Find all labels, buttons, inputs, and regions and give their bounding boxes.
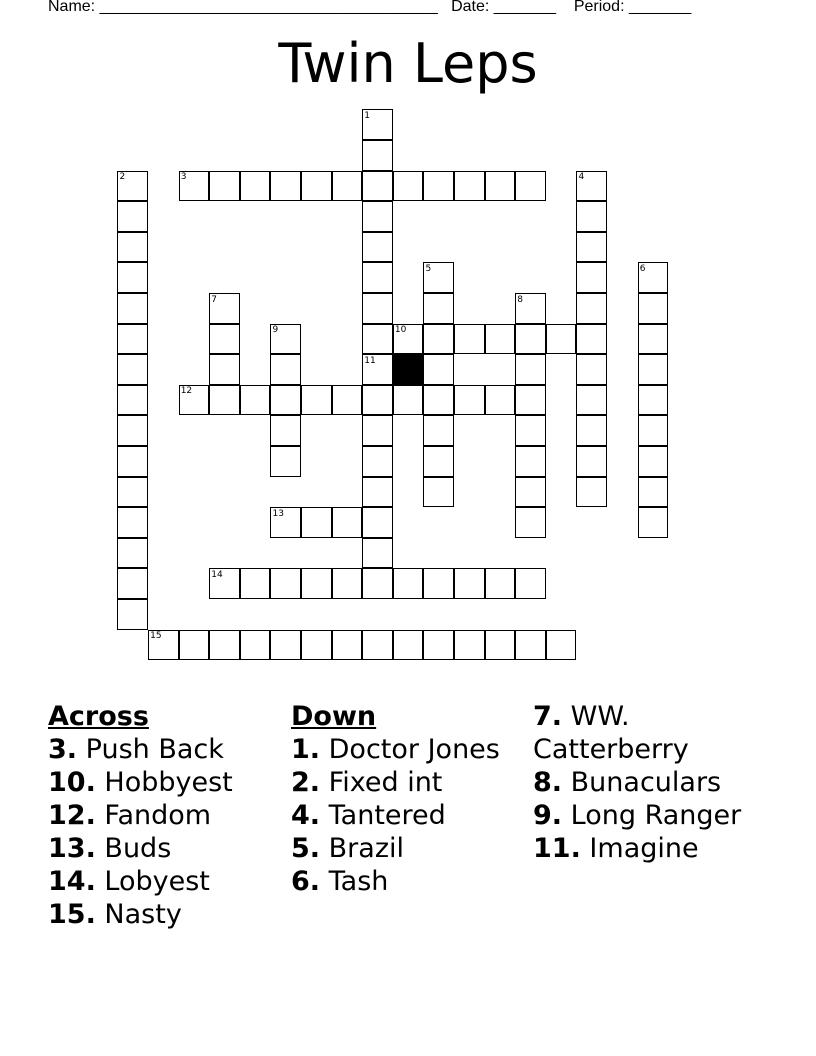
grid-cell[interactable]: [576, 232, 607, 263]
grid-cell[interactable]: [301, 630, 332, 661]
grid-cell[interactable]: [209, 324, 240, 355]
clue-text: Doctor Jones: [320, 734, 500, 765]
grid-cell[interactable]: [515, 507, 546, 538]
grid-cell[interactable]: [454, 324, 485, 355]
grid-cell[interactable]: [240, 630, 271, 661]
grid-cell[interactable]: [332, 630, 363, 661]
grid-cell[interactable]: [546, 324, 577, 355]
grid-cell[interactable]: [638, 324, 669, 355]
clue-text: Lobyest: [95, 866, 210, 897]
grid-cell[interactable]: [454, 385, 485, 416]
grid-cell[interactable]: [301, 385, 332, 416]
clue-number: 8: [517, 294, 524, 305]
grid-cell[interactable]: [362, 262, 393, 293]
clue-text: Tash: [320, 866, 389, 897]
grid-cell[interactable]: [423, 630, 454, 661]
clue-item: [48, 799, 278, 832]
grid-cell[interactable]: [362, 293, 393, 324]
clue-item: [48, 832, 278, 865]
grid-cell[interactable]: [117, 538, 148, 569]
grid-cell[interactable]: [270, 171, 301, 202]
grid-cell[interactable]: [179, 630, 210, 661]
grid-cell[interactable]: [332, 171, 363, 202]
grid-cell[interactable]: [423, 171, 454, 202]
black-square: [393, 354, 424, 385]
clue-item: [291, 766, 521, 799]
grid-cell[interactable]: [638, 293, 669, 324]
grid-cell[interactable]: [117, 385, 148, 416]
clue-item: [533, 766, 773, 799]
grid-cell[interactable]: [515, 630, 546, 661]
clue-number: 1: [364, 111, 371, 121]
grid-cell[interactable]: [117, 201, 148, 232]
grid-cell[interactable]: [454, 630, 485, 661]
grid-cell[interactable]: [576, 262, 607, 293]
clue-text: WW. Catterberry: [533, 701, 689, 765]
grid-cell[interactable]: [301, 171, 332, 202]
grid-cell[interactable]: [117, 262, 148, 293]
grid-cell[interactable]: [362, 538, 393, 569]
grid-cell[interactable]: [117, 354, 148, 385]
clue-text: Imagine: [580, 833, 699, 864]
grid-cell[interactable]: [117, 232, 148, 263]
grid-cell[interactable]: [576, 201, 607, 232]
grid-cell[interactable]: [332, 385, 363, 416]
grid-cell[interactable]: [423, 446, 454, 477]
clue-number: 12: [180, 386, 193, 397]
grid-cell[interactable]: [576, 477, 607, 508]
clue-number: 13: [272, 508, 284, 519]
grid-cell[interactable]: [117, 568, 148, 599]
grid-cell[interactable]: [362, 568, 393, 599]
clue-number-label: 1 .: [291, 734, 320, 765]
clue-number-label: 5 .: [291, 833, 320, 864]
clue-item: [48, 766, 278, 799]
grid-cell[interactable]: [117, 507, 148, 538]
clue-item: [533, 832, 773, 865]
clue-text: Buds: [95, 833, 172, 864]
clue-number-label: 8 .: [533, 767, 562, 798]
clue-number-label: 11 .: [533, 833, 581, 864]
grid-cell[interactable]: [362, 232, 393, 263]
grid-cell[interactable]: [576, 354, 607, 385]
clue-number: 2: [119, 172, 126, 183]
clue-item: [291, 865, 521, 898]
grid-cell[interactable]: [515, 324, 546, 355]
grid-cell[interactable]: [485, 630, 516, 661]
grid-cell[interactable]: [362, 201, 393, 232]
page-title: Twin Leps: [278, 32, 538, 95]
clue-number-label: 10 .: [48, 767, 96, 798]
grid-cell[interactable]: [576, 293, 607, 324]
grid-cell[interactable]: [270, 446, 301, 477]
grid-cell[interactable]: [423, 293, 454, 324]
grid-cell[interactable]: [270, 568, 301, 599]
grid-cell[interactable]: [638, 446, 669, 477]
clue-text: Tantered: [320, 800, 446, 831]
grid-cell[interactable]: [423, 354, 454, 385]
grid-cell[interactable]: [362, 446, 393, 477]
grid-cell[interactable]: [423, 415, 454, 446]
grid-cell[interactable]: [515, 568, 546, 599]
clue-number-label: 13 .: [48, 833, 96, 864]
grid-cell[interactable]: [485, 568, 516, 599]
grid-cell[interactable]: [362, 507, 393, 538]
grid-cell[interactable]: [485, 324, 516, 355]
grid-cell[interactable]: [362, 415, 393, 446]
grid-cell[interactable]: [515, 477, 546, 508]
clue-number: 10: [394, 325, 407, 336]
grid-cell[interactable]: [393, 630, 424, 661]
grid-cell[interactable]: [362, 385, 393, 416]
grid-cell[interactable]: [576, 324, 607, 355]
clue-number: 11: [364, 355, 376, 366]
clue-number: 5: [425, 264, 432, 274]
grid-cell[interactable]: [209, 385, 240, 416]
clue-number: 4: [578, 172, 585, 183]
grid-cell[interactable]: [240, 171, 271, 202]
name-field-label: Name: ______________________________________: [48, 0, 438, 15]
clue-number: 3: [180, 172, 187, 183]
clue-text: Long Ranger: [562, 800, 742, 831]
grid-cell[interactable]: [209, 630, 240, 661]
clue-number-label: 4 .: [291, 800, 320, 831]
clue-number: 14: [211, 570, 223, 580]
clue-number-label: 3 .: [48, 734, 77, 765]
grid-cell[interactable]: [362, 171, 393, 202]
grid-cell[interactable]: [301, 507, 332, 538]
grid-cell[interactable]: [454, 171, 485, 202]
grid-cell[interactable]: [240, 568, 271, 599]
grid-cell[interactable]: [362, 140, 393, 171]
clue-number: 6: [639, 264, 646, 274]
grid-cell[interactable]: [332, 568, 363, 599]
clue-text: Brazil: [320, 833, 404, 864]
clue-number-label: 14 .: [48, 866, 96, 897]
grid-cell[interactable]: [485, 171, 516, 202]
grid-cell[interactable]: [117, 293, 148, 324]
clue-number-label: 2 .: [291, 767, 320, 798]
down-clues-continued: [533, 700, 773, 865]
clue-number-label: 9 .: [533, 800, 562, 831]
grid-cell[interactable]: [362, 630, 393, 661]
grid-cell[interactable]: [638, 477, 669, 508]
clue-text: Hobbyest: [95, 767, 233, 798]
grid-cell[interactable]: [362, 477, 393, 508]
grid-cell[interactable]: [576, 446, 607, 477]
grid-cell[interactable]: [117, 477, 148, 508]
grid-cell[interactable]: [576, 385, 607, 416]
grid-cell[interactable]: [638, 507, 669, 538]
grid-cell[interactable]: [423, 324, 454, 355]
grid-cell[interactable]: [393, 385, 424, 416]
grid-cell[interactable]: [515, 354, 546, 385]
grid-cell[interactable]: [576, 415, 607, 446]
grid-cell[interactable]: [270, 354, 301, 385]
clue-item: [48, 865, 278, 898]
clue-text: Bunaculars: [562, 767, 722, 798]
clue-number-label: 6 .: [291, 866, 320, 897]
down-heading: Down: [291, 701, 377, 732]
clue-number: 15: [150, 631, 162, 642]
clue-item: [48, 898, 278, 931]
grid-cell[interactable]: [209, 171, 240, 202]
clue-number-label: 15 .: [48, 899, 96, 930]
grid-cell[interactable]: [332, 507, 363, 538]
clue-text: Nasty: [95, 899, 182, 930]
grid-cell[interactable]: [270, 385, 301, 416]
grid-cell[interactable]: [485, 385, 516, 416]
date-field-label: Date: _______: [451, 0, 557, 15]
period-field-label: Period: _______: [573, 0, 692, 15]
grid-cell[interactable]: [515, 171, 546, 202]
grid-cell[interactable]: [117, 415, 148, 446]
grid-cell[interactable]: [423, 477, 454, 508]
grid-cell[interactable]: [240, 385, 271, 416]
clue-text: Fixed int: [320, 767, 443, 798]
clue-item: [533, 700, 773, 766]
grid-cell[interactable]: [301, 568, 332, 599]
clue-item: [291, 832, 521, 865]
clue-number: 7: [211, 294, 218, 305]
grid-cell[interactable]: [638, 354, 669, 385]
grid-cell[interactable]: [515, 446, 546, 477]
grid-cell[interactable]: [638, 415, 669, 446]
grid-cell[interactable]: [393, 568, 424, 599]
grid-cell[interactable]: [515, 385, 546, 416]
grid-cell[interactable]: [270, 415, 301, 446]
clue-number: 9: [272, 325, 279, 336]
grid-cell[interactable]: [393, 171, 424, 202]
across-clues: [48, 700, 278, 931]
clue-item: [291, 733, 521, 766]
grid-cell[interactable]: [362, 324, 393, 355]
grid-cell[interactable]: [117, 324, 148, 355]
clue-item: [48, 733, 278, 766]
grid-cell[interactable]: [117, 599, 148, 630]
clue-item: [291, 799, 521, 832]
grid-cell[interactable]: [638, 385, 669, 416]
grid-cell[interactable]: [423, 385, 454, 416]
clue-text: Fandom: [95, 800, 212, 831]
grid-cell[interactable]: [454, 568, 485, 599]
grid-cell[interactable]: [209, 354, 240, 385]
grid-cell[interactable]: [423, 568, 454, 599]
clue-item: [533, 799, 773, 832]
across-heading: Across: [48, 701, 149, 732]
clue-text: Push Back: [77, 734, 224, 765]
down-clues: [291, 700, 521, 898]
grid-cell[interactable]: [270, 630, 301, 661]
grid-cell[interactable]: [117, 446, 148, 477]
clue-number-label: 7 .: [533, 701, 562, 732]
grid-cell[interactable]: [546, 630, 577, 661]
grid-cell[interactable]: [515, 415, 546, 446]
clue-number-label: 12 .: [48, 800, 96, 831]
